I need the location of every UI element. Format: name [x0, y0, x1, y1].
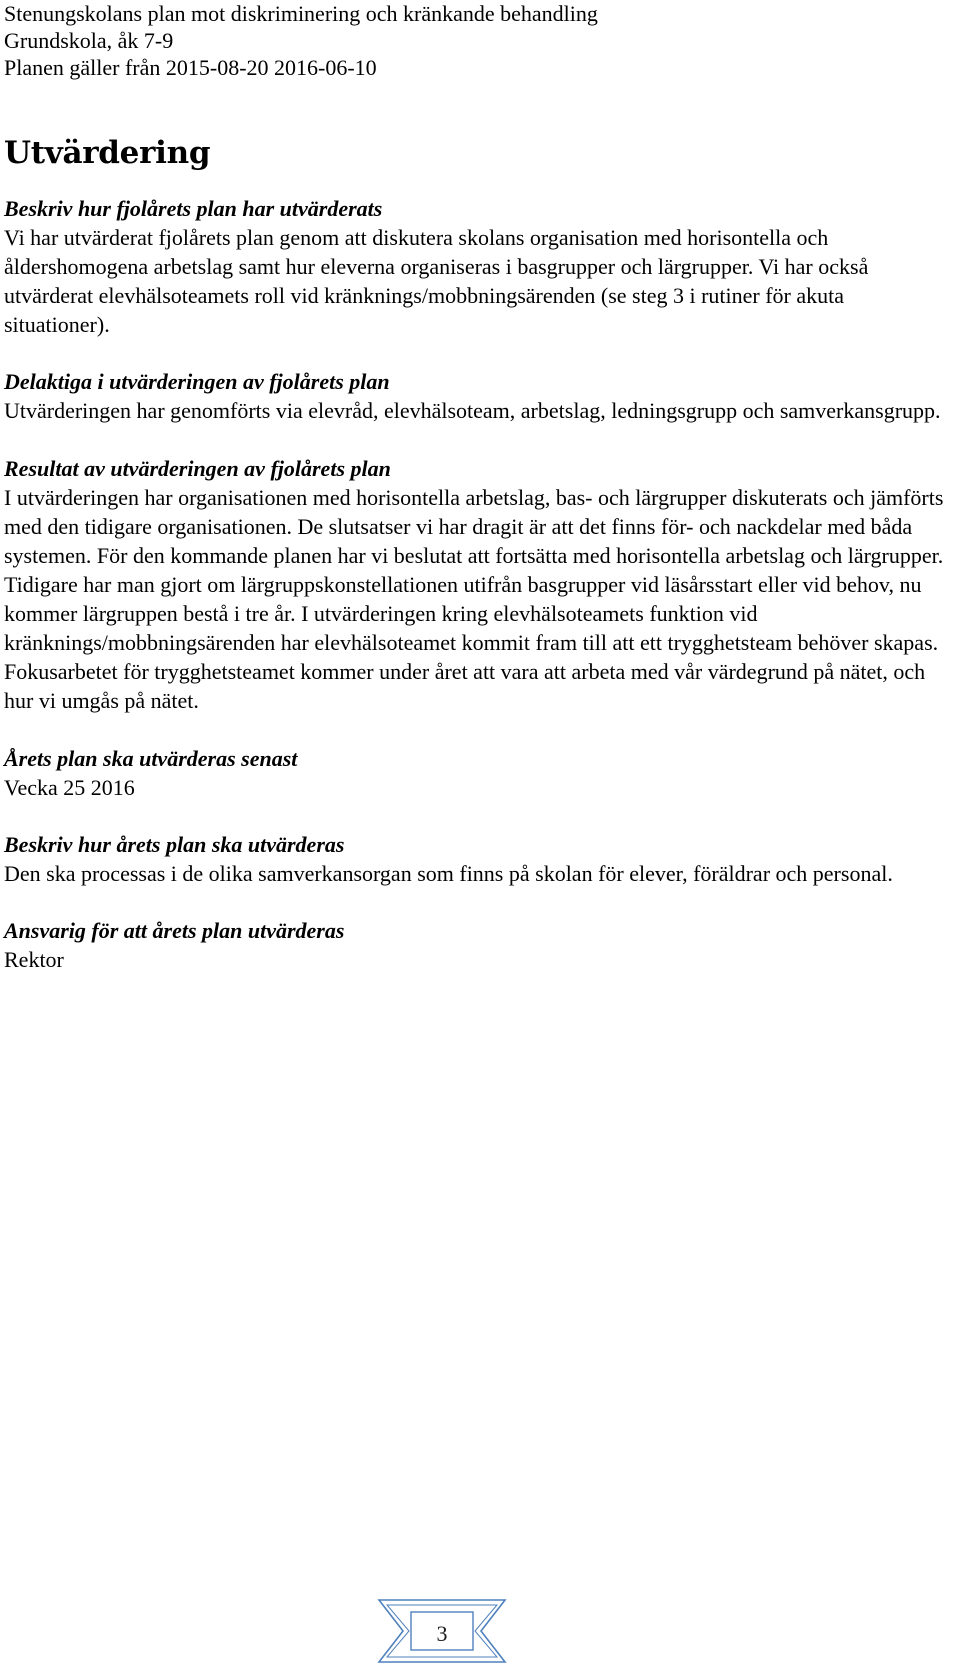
section-evaluation-method [4, 194, 954, 339]
section-heading: Beskriv hur fjolårets plan har utvärderats [4, 196, 383, 221]
section-body: Utvärderingen har genomförts via elevråd, elevhälsoteam, arbetslag, ledningsgrupp och samverkansgrupp. [4, 398, 941, 423]
section-evaluation-plan [4, 830, 954, 888]
section-heading: Årets plan ska utvärderas senast [4, 746, 298, 771]
page-number-ornament [377, 1598, 507, 1664]
header-school-level: Grundskola, åk 7-9 [4, 28, 174, 53]
section-body: Den ska processas i de olika samverkansorgan som finns på skolan för elever, föräldrar och personal. [4, 861, 893, 886]
section-body: Vi har utvärderat fjolårets plan genom att diskutera skolans organisation med horisontella och åldershomogena arbetslag samt hur eleverna organiseras i basgrupper och lärgrupper. Vi har också utvärderat elevhälsoteamets roll vid kränknings/mobbningsärenden (se steg 3 i rutiner för akuta situationer). [4, 225, 869, 337]
section-heading: Delaktiga i utvärderingen av fjolårets plan [4, 369, 390, 394]
section-body: Rektor [4, 947, 64, 972]
section-participants [4, 367, 954, 425]
page-title: Utvärdering [4, 135, 211, 171]
section-body: I utvärderingen har organisationen med horisontella arbetslag, bas- och lärgrupper diskuterats och jämförts med den tidigare organisationen. De slutsatser vi har dragit är att det finns för- och nackdelar med båda systemen. För den kommande planen har vi beslutat att fortsätta med horisontella arbetslag och lärgrupper. Tidigare har man gjort om lärgruppskonstellationen utifrån basgrupper vid läsårsstart eller vid behov, nu kommer lärgruppen bestå i tre år. I utvärderingen kring elevhälsoteamets funktion vid kränknings/mobbningsärenden har elevhälsoteamet kommit fram till att ett trygghetsteam behöver skapas. Fokusarbetet för trygghetsteamet kommer under året att vara att arbeta med vår värdegrund på nätet, och hur vi umgås på nätet. [4, 485, 944, 713]
section-heading: Ansvarig för att årets plan utvärderas [4, 918, 345, 943]
document-page [4, 0, 954, 974]
section-heading: Beskriv hur årets plan ska utvärderas [4, 832, 345, 857]
header-plan-title: Stenungskolans plan mot diskriminering och kränkande behandling [4, 1, 598, 26]
section-results [4, 454, 954, 715]
section-body: Vecka 25 2016 [4, 775, 135, 800]
header-validity-period: Planen gäller från 2015-08-20 2016-06-10 [4, 55, 377, 80]
section-deadline [4, 744, 954, 802]
section-responsible [4, 916, 954, 974]
page-number: 3 [436, 1621, 448, 1646]
section-heading: Resultat av utvärderingen av fjolårets plan [4, 456, 391, 481]
